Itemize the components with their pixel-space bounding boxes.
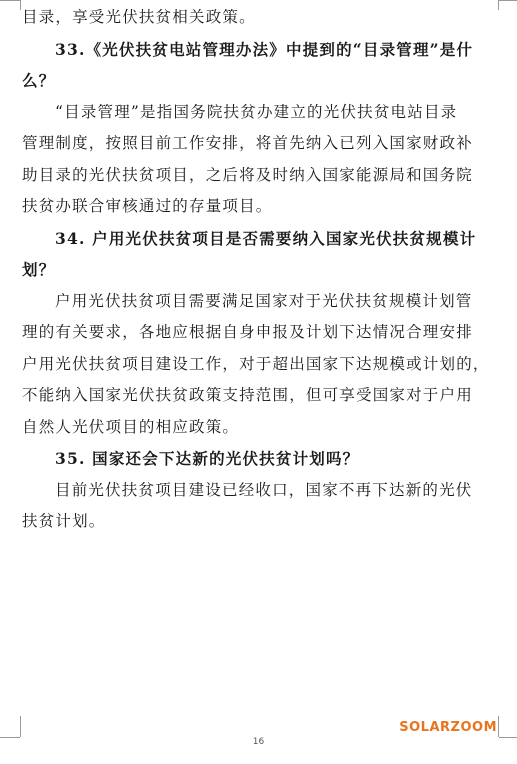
paragraph-line: 助目录的光伏扶贫项目，之后将及时纳入国家能源局和国务院 xyxy=(22,165,473,184)
paragraph-line: 自然人光伏项目的相应政策。 xyxy=(22,417,240,436)
question-line: 35. 国家还会下达新的光伏扶贫计划吗？ xyxy=(55,449,360,468)
paragraph-line: 管理制度，按照目前工作安排，将首先纳入已列入国家财政补 xyxy=(22,134,473,152)
page-number: 16 xyxy=(252,737,265,747)
question-line: 34. 户用光伏扶贫项目是否需要纳入国家光伏扶贫规模计 xyxy=(55,228,477,248)
question-line: 划？ xyxy=(22,260,56,279)
paragraph-line: 目前光伏扶贫项目建设已经收口，国家不再下达新的光伏 xyxy=(55,480,473,499)
paragraph-line: 户用光伏扶贫项目需要满足国家对于光伏扶贫规模计划管 xyxy=(55,291,473,310)
question-line: 么？ xyxy=(22,71,56,90)
crop-mark-top-left-v xyxy=(20,0,21,10)
crop-mark-bottom-left-v xyxy=(20,716,21,737)
paragraph-line: 户用光伏扶贫项目建设工作，对于超出国家下达规模或计划的， xyxy=(22,354,490,373)
crop-mark-top-left-h xyxy=(0,0,20,1)
question-line: 33.《光伏扶贫电站管理办法》中提到的“目录管理”是什 xyxy=(55,39,474,59)
paragraph-line: “目录管理”是指国务院扶贫办建立的光伏扶贫电站目录 xyxy=(55,102,458,121)
paragraph-line: 不能纳入国家光伏扶贫政策支持范围，但可享受国家对于户用 xyxy=(22,386,473,404)
crop-mark-bottom-right-v xyxy=(498,716,499,737)
paragraph-line: 扶贫计划。 xyxy=(22,512,106,530)
paragraph-line: 目录，享受光伏扶贫相关政策。 xyxy=(22,8,256,26)
paragraph-line: 扶贫办联合审核通过的存量项目。 xyxy=(22,197,273,215)
document-body xyxy=(22,2,500,538)
solarzoom-logo: SOLARZOOM xyxy=(399,720,497,735)
paragraph-line: 理的有关要求，各地应根据自身申报及计划下达情况合理安排 xyxy=(22,323,473,341)
crop-mark-top-right-h xyxy=(499,0,517,1)
